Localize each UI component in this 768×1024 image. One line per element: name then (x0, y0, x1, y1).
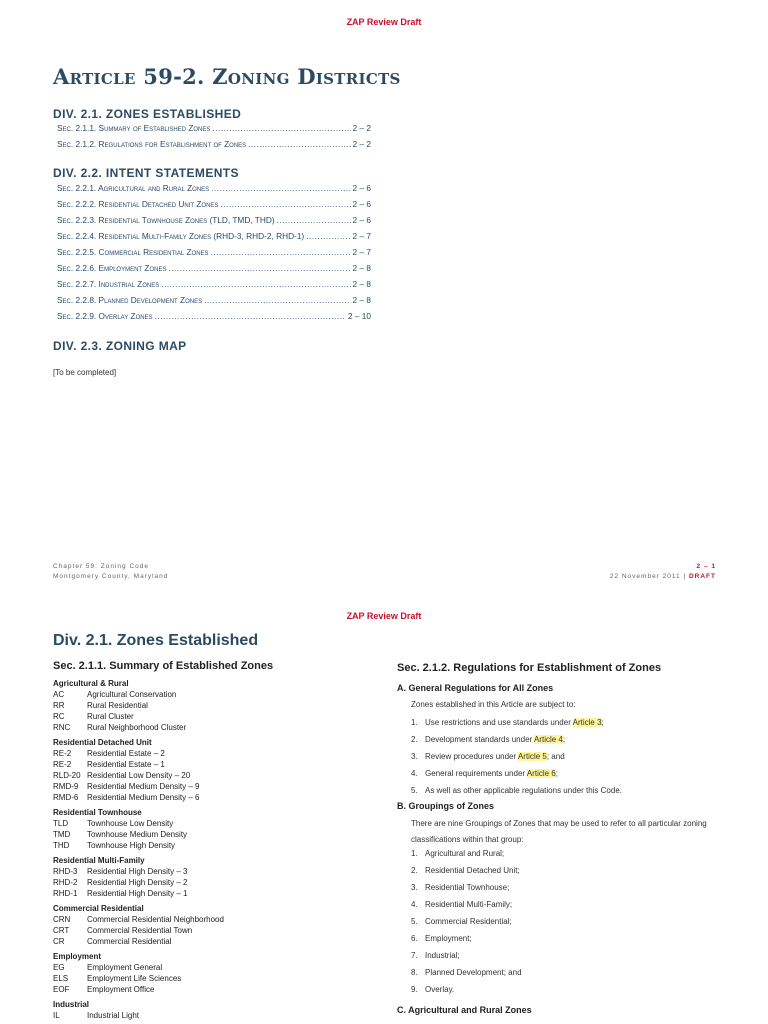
article-title: Article 59-2. Zoning Districts (53, 64, 401, 89)
list-number: 4. (411, 900, 418, 909)
list-item (411, 714, 711, 731)
zone-code: CRN (53, 915, 71, 924)
toc-entry-label: Sec. 2.2.7. Industrial Zones (57, 279, 160, 289)
zone-code: RC (53, 712, 65, 721)
zone-name: Rural Cluster (87, 712, 134, 721)
zone-row (53, 700, 353, 711)
toc-entry-label: Sec. 2.1.2. Regulations for Establishment of Zones (57, 139, 247, 149)
zone-row (53, 759, 353, 770)
zone-group-heading: Commercial Residential (53, 904, 144, 913)
sub-c-heading: C. Agricultural and Rural Zones (397, 1005, 532, 1015)
zone-row (53, 888, 353, 899)
zone-name: Townhouse High Density (87, 841, 176, 850)
list-text: Development standards under Article 4; (425, 735, 566, 744)
toc-entry[interactable] (57, 139, 371, 155)
div-title: Div. 2.1. Zones Established (53, 632, 259, 649)
zone-code: RR (53, 701, 65, 710)
toc-entry-page: 2 – 7 (352, 247, 371, 257)
toc-leader (168, 263, 350, 273)
zone-group-heading: Residential Multi-Family (53, 856, 145, 865)
footer-left (53, 562, 168, 582)
zone-name: Agricultural Conservation (87, 690, 177, 699)
zone-name: Rural Neighborhood Cluster (87, 723, 187, 732)
toc-entry[interactable] (57, 247, 371, 263)
zone-name: Commercial Residential (87, 937, 172, 946)
toc-entry-label: Sec. 2.2.4. Residential Multi-Family Zones (RHD-3, RHD-2, RHD-1) (57, 231, 305, 241)
toc-leader (277, 215, 351, 225)
zone-row (53, 711, 353, 722)
list-number: 1. (411, 718, 418, 727)
sec-2-1-1-title: Sec. 2.1.1. Summary of Established Zones (53, 660, 274, 672)
zone-name: Townhouse Medium Density (87, 830, 188, 839)
toc-entry-page: 2 – 2 (352, 123, 371, 133)
zone-group-heading: Agricultural & Rural (53, 679, 129, 688)
zone-code: RHD-2 (53, 878, 78, 887)
zone-name: Residential High Density – 3 (87, 867, 188, 876)
footer-separator: | (683, 573, 687, 580)
zone-row (53, 840, 353, 851)
toc-entry-page: 2 – 6 (352, 183, 371, 193)
toc-entry-page: 2 – 2 (352, 139, 371, 149)
div-2-2-heading: DIV. 2.2. INTENT STATEMENTS (53, 166, 239, 180)
toc-div-2-2 (57, 183, 371, 327)
list-item (411, 981, 711, 998)
toc-leader (248, 139, 350, 149)
list-item (411, 879, 711, 896)
zone-group-heading: Employment (53, 952, 102, 961)
toc-div-2-1 (57, 123, 371, 155)
footer-date-line (610, 572, 716, 582)
zone-code: RE-2 (53, 760, 72, 769)
zone-row (53, 792, 353, 803)
sub-b-list (411, 845, 711, 998)
zone-row (53, 866, 353, 877)
list-text: Industrial; (425, 951, 460, 960)
list-number: 2. (411, 735, 418, 744)
zone-row (53, 984, 353, 995)
list-text: Agricultural and Rural; (425, 849, 505, 858)
list-text: Residential Detached Unit; (425, 866, 520, 875)
list-item (411, 913, 711, 930)
div-2-1-heading: DIV. 2.1. ZONES ESTABLISHED (53, 107, 242, 121)
zone-code: RLD-20 (53, 771, 81, 780)
toc-entry[interactable] (57, 263, 371, 279)
toc-entry[interactable] (57, 123, 371, 139)
zone-name: Rural Residential (87, 701, 148, 710)
toc-entry-page: 2 – 7 (352, 231, 371, 241)
sub-a-list (411, 714, 711, 799)
zone-row (53, 770, 353, 781)
zone-code: EOF (53, 985, 70, 994)
toc-entry-label: Sec. 2.2.2. Residential Detached Unit Zones (57, 199, 219, 209)
zone-code: IL (53, 1011, 60, 1020)
sec-2-1-2-title: Sec. 2.1.2. Regulations for Establishment of Zones (397, 662, 662, 674)
list-text: Employment; (425, 934, 472, 943)
zone-code: RHD-1 (53, 889, 78, 898)
zone-summary-list (53, 678, 353, 1021)
list-number: 1. (411, 849, 418, 858)
list-text: Use restrictions and use standards under Article 3; (425, 718, 604, 727)
sub-b-heading: B. Groupings of Zones (397, 801, 494, 811)
toc-leader (204, 295, 350, 305)
list-text: Overlay. (425, 985, 455, 994)
zone-code: CR (53, 937, 65, 946)
toc-entry-page: 2 – 6 (352, 215, 371, 225)
toc-entry[interactable] (57, 295, 371, 311)
list-number: 8. (411, 968, 418, 977)
zone-code: RMD-9 (53, 782, 79, 791)
sub-a-intro: Zones established in this Article are subject to: (411, 700, 576, 709)
zone-code: CRT (53, 926, 70, 935)
footer-right (610, 562, 716, 582)
list-item (411, 896, 711, 913)
footer-chapter: Chapter 59: Zoning Code (53, 563, 149, 570)
footer-county: Montgomery County, Maryland (53, 573, 169, 580)
toc-leader (211, 247, 351, 257)
zone-name: Employment Office (87, 985, 155, 994)
zone-row (53, 973, 353, 984)
article-link[interactable]: Article 4 (533, 735, 563, 744)
zone-code: AC (53, 690, 65, 699)
zone-group-heading: Industrial (53, 1000, 90, 1009)
list-text: Residential Townhouse; (425, 883, 510, 892)
toc-entry[interactable] (57, 311, 371, 327)
zone-code: RNC (53, 723, 71, 732)
list-item (411, 765, 711, 782)
toc-entry[interactable] (57, 183, 371, 199)
list-text: General requirements under Article 6; (425, 769, 558, 778)
list-text: Commercial Residential; (425, 917, 512, 926)
list-number: 3. (411, 752, 418, 761)
list-item (411, 845, 711, 862)
zone-name: Residential Medium Density – 9 (87, 782, 200, 791)
article-link[interactable]: Article 5 (517, 752, 547, 761)
zone-row (53, 1010, 353, 1021)
list-text: Planned Development; and (425, 968, 522, 977)
toc-entry-page: 2 – 6 (352, 199, 371, 209)
draft-header: ZAP Review Draft (346, 611, 422, 621)
zone-code: TMD (53, 830, 71, 839)
toc-entry-page: 2 – 10 (347, 311, 371, 321)
zone-name: Residential Low Density – 20 (87, 771, 191, 780)
zone-row (53, 962, 353, 973)
toc-entry-page: 2 – 8 (352, 263, 371, 273)
zone-name: Residential Estate – 2 (87, 749, 165, 758)
sub-b-intro: There are nine Groupings of Zones that may be used to refer to all particular zoning classifications within that group: (411, 819, 707, 844)
list-item (411, 930, 711, 947)
list-number: 3. (411, 883, 418, 892)
zone-code: EG (53, 963, 65, 972)
list-number: 9. (411, 985, 418, 994)
toc-leader (212, 123, 350, 133)
zone-name: Employment Life Sciences (87, 974, 182, 983)
zone-row (53, 829, 353, 840)
list-text: Residential Multi-Family; (425, 900, 513, 909)
zone-row (53, 877, 353, 888)
list-text: Review procedures under Article 5; and (425, 752, 565, 761)
toc-entry-label: Sec. 2.2.9. Overlay Zones (57, 311, 153, 321)
page-2 (0, 592, 768, 1024)
zone-row (53, 781, 353, 792)
zone-name: Commercial Residential Neighborhood (87, 915, 224, 924)
zone-row (53, 689, 353, 700)
draft-header: ZAP Review Draft (346, 17, 422, 27)
toc-entry-label: Sec. 2.2.5. Commercial Residential Zones (57, 247, 209, 257)
toc-leader (211, 183, 350, 193)
toc-leader (155, 311, 346, 321)
zone-name: Residential High Density – 1 (87, 889, 188, 898)
toc-leader (161, 279, 350, 289)
zone-name: Commercial Residential Town (87, 926, 193, 935)
list-number: 2. (411, 866, 418, 875)
zone-row (53, 914, 353, 925)
div-2-3-heading: DIV. 2.3. ZONING MAP (53, 339, 187, 353)
zone-name: Townhouse Low Density (87, 819, 174, 828)
page-number: 2 – 1 (696, 563, 716, 570)
zone-row (53, 748, 353, 759)
list-number: 5. (411, 786, 418, 795)
toc-entry-page: 2 – 8 (352, 295, 371, 305)
zone-name: Employment General (87, 963, 163, 972)
article-link[interactable]: Article 3 (572, 718, 602, 727)
list-item (411, 782, 711, 799)
zone-row (53, 936, 353, 947)
list-item (411, 947, 711, 964)
footer-date: 22 November 2011 (609, 573, 681, 580)
zone-row (53, 722, 353, 733)
list-item (411, 731, 711, 748)
toc-entry[interactable] (57, 199, 371, 215)
zone-row (53, 925, 353, 936)
zone-code: RE-2 (53, 749, 72, 758)
toc-entry[interactable] (57, 215, 371, 231)
toc-entry[interactable] (57, 279, 371, 295)
zone-name: Residential Medium Density – 6 (87, 793, 200, 802)
toc-entry-label: Sec. 2.2.8. Planned Development Zones (57, 295, 203, 305)
list-number: 7. (411, 951, 418, 960)
toc-entry-label: Sec. 2.2.3. Residential Townhouse Zones (TLD, TMD, THD) (57, 215, 275, 225)
list-number: 4. (411, 769, 418, 778)
toc-entry-page: 2 – 8 (352, 279, 371, 289)
toc-entry[interactable] (57, 231, 371, 247)
footer-draft-label: DRAFT (688, 573, 716, 580)
zone-code: RHD-3 (53, 867, 78, 876)
list-text: As well as other applicable regulations under this Code. (425, 786, 623, 795)
zone-name: Residential Estate – 1 (87, 760, 165, 769)
toc-entry-label: Sec. 2.1.1. Summary of Established Zones (57, 123, 211, 133)
toc-entry-label: Sec. 2.2.1. Agricultural and Rural Zones (57, 183, 210, 193)
list-item (411, 862, 711, 879)
toc-entry-label: Sec. 2.2.6. Employment Zones (57, 263, 167, 273)
list-item (411, 748, 711, 765)
zone-name: Residential High Density – 2 (87, 878, 188, 887)
zone-group-heading: Residential Townhouse (53, 808, 142, 817)
to-be-completed-note: [To be completed] (53, 368, 117, 377)
zone-code: TLD (53, 819, 69, 828)
list-number: 6. (411, 934, 418, 943)
article-link[interactable]: Article 6 (526, 769, 556, 778)
zone-code: ELS (53, 974, 69, 983)
zone-row (53, 818, 353, 829)
zone-code: THD (53, 841, 70, 850)
toc-leader (306, 231, 350, 241)
zone-code: RMD-6 (53, 793, 79, 802)
sub-a-heading: A. General Regulations for All Zones (397, 683, 554, 693)
list-number: 5. (411, 917, 418, 926)
list-item (411, 964, 711, 981)
zone-name: Industrial Light (87, 1011, 140, 1020)
zone-group-heading: Residential Detached Unit (53, 738, 152, 747)
toc-leader (220, 199, 350, 209)
